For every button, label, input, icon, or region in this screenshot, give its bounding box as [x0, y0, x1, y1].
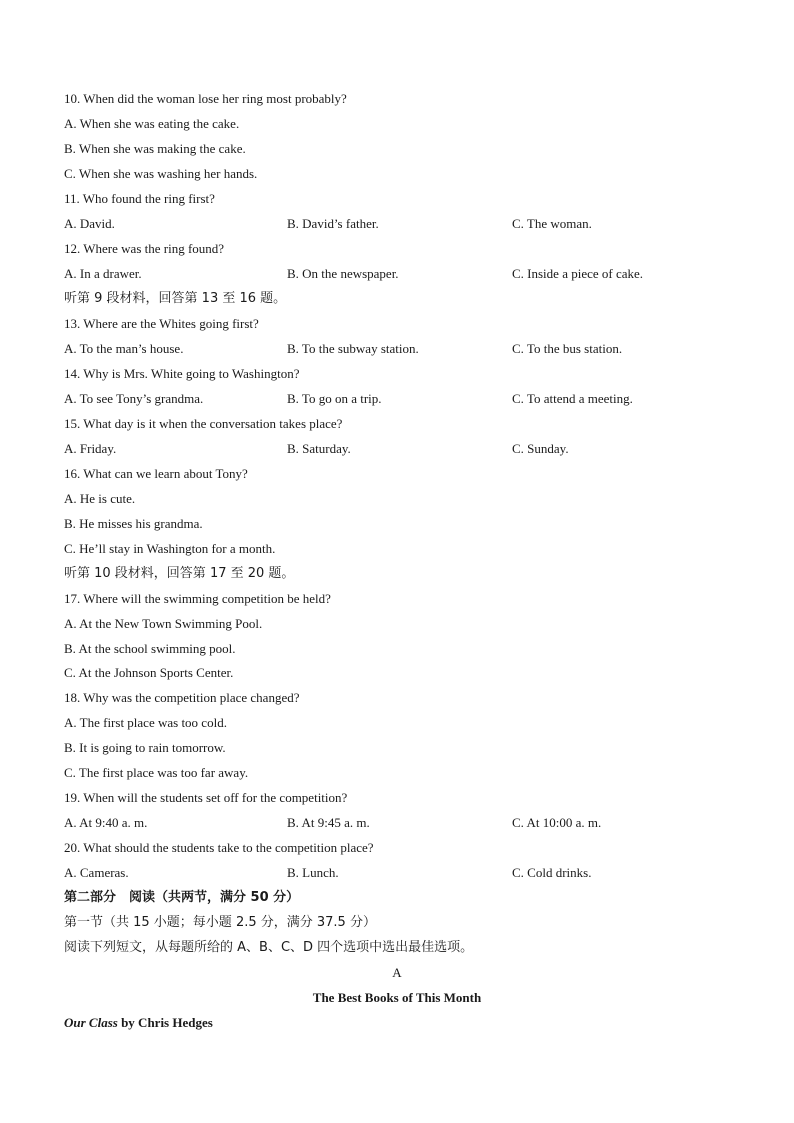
q20-option-c: C. Cold drinks. [512, 865, 592, 880]
q19-option-b: B. At 9:45 a. m. [287, 815, 370, 830]
question-12: 12. Where was the ring found? [64, 241, 225, 256]
question-17: 17. Where will the swimming competition be held? [64, 591, 331, 606]
q18-option-b: B. It is going to rain tomorrow. [64, 740, 226, 755]
passage-letter: A [392, 965, 402, 980]
question-13: 13. Where are the Whites going first? [64, 316, 259, 331]
q12-option-c: C. Inside a piece of cake. [512, 266, 644, 281]
q13-option-c: C. To the bus station. [512, 341, 623, 356]
q17-option-b: B. At the school swimming pool. [64, 641, 236, 656]
part-2-heading: 第二部分 阅读（共两节，满分 50 分） [64, 890, 300, 905]
question-20: 20. What should the students take to the competition place? [64, 840, 374, 855]
q16-option-a: A. He is cute. [64, 491, 136, 506]
question-19: 19. When will the students set off for the competition? [64, 790, 348, 805]
q20-option-b: B. Lunch. [287, 865, 339, 880]
book-entry [64, 1015, 213, 1031]
q13-option-a: A. To the man’s house. [64, 341, 184, 356]
q12-option-b: B. On the newspaper. [287, 266, 399, 281]
q11-option-b: B. David’s father. [287, 216, 379, 231]
question-11: 11. Who found the ring first? [64, 191, 215, 206]
q10-option-c: C. When she was washing her hands. [64, 166, 258, 181]
q11-option-c: C. The woman. [512, 216, 592, 231]
question-18: 18. Why was the competition place changed? [64, 690, 300, 705]
section-10-instruction: 听第 10 段材料，回答第 17 至 20 题。 [64, 566, 295, 581]
q13-option-b: B. To the subway station. [287, 341, 419, 356]
section-9-instruction: 听第 9 段材料，回答第 13 至 16 题。 [64, 291, 287, 306]
q16-option-b: B. He misses his grandma. [64, 516, 203, 531]
q14-option-b: B. To go on a trip. [287, 391, 382, 406]
passage-title: The Best Books of This Month [312, 990, 482, 1005]
q19-option-c: C. At 10:00 a. m. [512, 815, 602, 830]
q15-option-a: A. Friday. [64, 441, 117, 456]
question-15: 15. What day is it when the conversation takes place? [64, 416, 343, 431]
q17-option-a: A. At the New Town Swimming Pool. [64, 616, 263, 631]
q12-option-a: A. In a drawer. [64, 266, 142, 281]
question-14: 14. Why is Mrs. White going to Washington? [64, 366, 300, 381]
book-author: by Chris Hedges [117, 1015, 213, 1030]
q10-option-a: A. When she was eating the cake. [64, 116, 240, 131]
q14-option-a: A. To see Tony’s grandma. [64, 391, 204, 406]
q20-option-a: A. Cameras. [64, 865, 129, 880]
book-title: Our Class [64, 1015, 118, 1030]
question-16: 16. What can we learn about Tony? [64, 466, 248, 481]
q15-option-b: B. Saturday. [287, 441, 351, 456]
q11-option-a: A. David. [64, 216, 115, 231]
question-10: 10. When did the woman lose her ring most probably? [64, 91, 347, 106]
q18-option-c: C. The first place was too far away. [64, 765, 249, 780]
q10-option-b: B. When she was making the cake. [64, 141, 246, 156]
reading-instruction: 阅读下列短文，从每题所给的 A、B、C、D 四个选项中选出最佳选项。 [64, 940, 474, 955]
q15-option-c: C. Sunday. [512, 441, 569, 456]
q19-option-a: A. At 9:40 a. m. [64, 815, 148, 830]
q16-option-c: C. He’ll stay in Washington for a month. [64, 541, 276, 556]
q18-option-a: A. The first place was too cold. [64, 715, 227, 730]
q17-option-c: C. At the Johnson Sports Center. [64, 665, 234, 680]
section-1-subheading: 第一节（共 15 小题；每小题 2.5 分，满分 37.5 分） [64, 915, 376, 930]
q14-option-c: C. To attend a meeting. [512, 391, 633, 406]
